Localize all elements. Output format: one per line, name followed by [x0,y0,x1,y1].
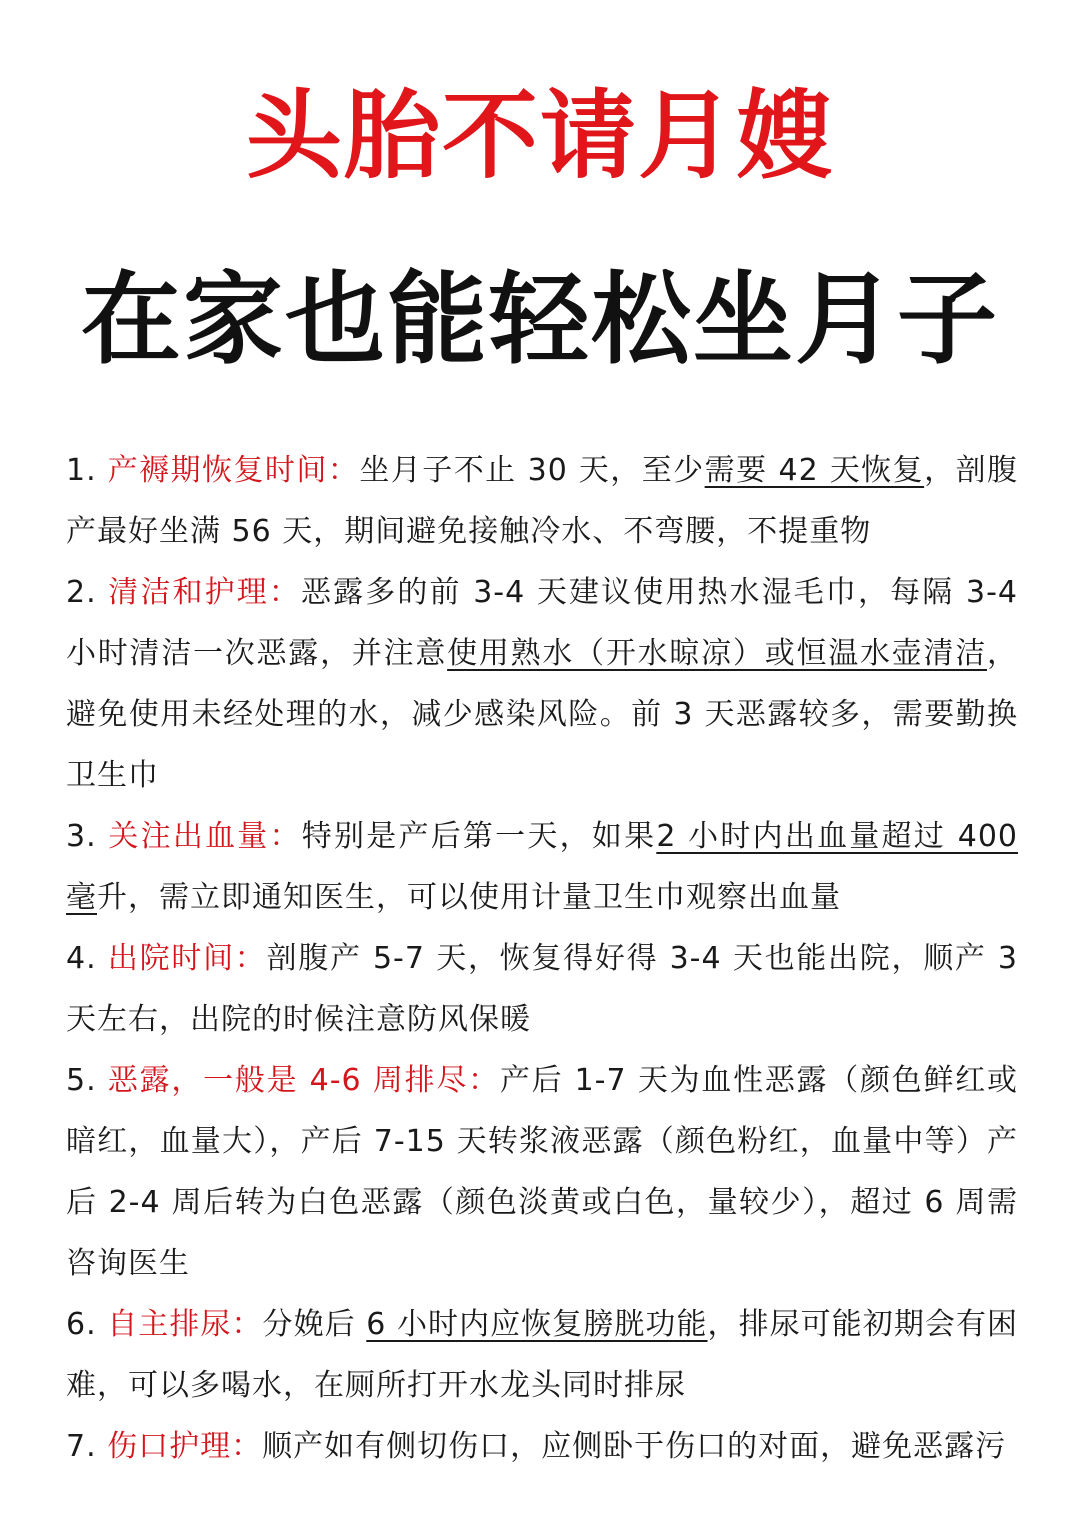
list-item [66,1294,1018,1416]
item-text: 分娩后 [262,1307,367,1342]
item-keyword: 清洁和护理 [108,575,269,610]
item-text-continued: ，避免使用未经处理的水，减少感染风险。前 3 天恶露较多，需要勤换卫生巾 [66,636,1019,793]
item-keyword-separator: ： [327,453,360,488]
item-number: 2. [66,575,109,610]
item-number: 7. [66,1429,108,1464]
list-item [66,1416,1018,1477]
item-text-continued: ，剖腹产最好坐满 56 天，期间避免接触冷水、不弯腰，不提重物 [66,453,1019,549]
item-keyword-separator: ： [231,1307,263,1342]
item-text: 坐月子不止 30 天，至少 [359,453,705,488]
item-keyword-separator: ： [268,575,301,610]
item-keyword-separator: ： [231,1429,263,1464]
item-text: 剖腹产 5-7 天，恢复得好得 3-4 天也能出院，顺产 3 天左右，出院的时候注意防风保暖 [66,941,1019,1037]
item-keyword: 出院时间 [107,941,235,976]
item-underlined-text: 6 小时内应恢复膀胱功能 [366,1307,708,1342]
list-item [66,928,1018,1050]
item-keyword-separator: ： [234,941,267,976]
list-item [66,440,1018,562]
item-text: 恶露多的前 3-4 天建议使用热水湿毛巾，每隔 3-4 小时清洁一次恶露，并注意 [66,575,1019,671]
item-number: 1. [66,453,108,488]
list-item [66,1050,1018,1294]
item-keyword-separator: ： [269,819,302,854]
item-number: 4. [66,941,108,976]
item-text: 特别是产后第一天，如果 [301,819,657,854]
list-item [66,806,1018,928]
item-keyword: 产褥期恢复时间 [107,453,328,488]
page-subtitle: 在家也能轻松坐月子 [81,261,999,378]
item-number: 3. [66,819,109,854]
item-text-continued: 升，需立即通知医生，可以使用计量卫生巾观察出血量 [97,880,841,915]
item-underlined-text: 2 小时内出血量超过 400 毫 [66,819,1019,915]
page-title: 头胎不请月嫂 [246,80,834,192]
item-text: 顺产如有侧切伤口，应侧卧于伤口的对面，避免恶露污 [262,1429,1007,1464]
item-underlined-text: 使用熟水（开水晾凉）或恒温水壶清洁 [447,636,988,671]
item-keyword: 恶露，一般是 4-6 周排尽： [107,1063,500,1098]
list-item [66,562,1018,806]
item-text: 产后 1-7 天为血性恶露（颜色鲜红或暗红，血量大），产后 7-15 天转浆液恶露（颜色粉红，血量中等）产后 2-4 周后转为白色恶露（颜色淡黄或白色，量较少），超过 6 周需咨询医生 [66,1063,1018,1281]
tips-list [66,440,1018,1477]
item-number: 5. [66,1063,108,1098]
item-keyword: 关注出血量 [108,819,270,854]
item-underlined-text: 需要 42 天恢复 [704,453,925,488]
item-number: 6. [66,1307,108,1342]
item-text-continued: ，排尿可能初期会有困难，可以多喝水，在厕所打开水龙头同时排尿 [66,1307,1019,1403]
item-keyword: 伤口护理 [107,1429,232,1464]
item-keyword: 自主排尿 [107,1307,232,1342]
